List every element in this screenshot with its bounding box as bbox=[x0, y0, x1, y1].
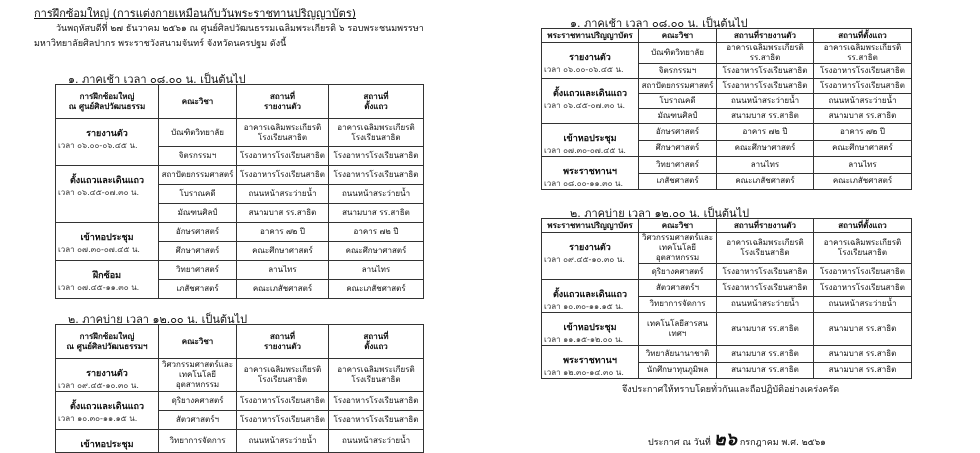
report-location-cell bbox=[717, 233, 814, 264]
line-up-location: คณะศึกษาศาสตร์ bbox=[345, 246, 407, 255]
faculty-cell bbox=[159, 280, 237, 299]
faculty-name: สัตวศาสตร์ฯ bbox=[175, 415, 219, 424]
report-location-cell bbox=[717, 296, 814, 313]
schedule-group-cell bbox=[542, 43, 639, 79]
schedule-group-title: รายงานตัว bbox=[86, 129, 128, 139]
header-label: คณะวิชา bbox=[181, 96, 214, 106]
announce-day-handwritten: ๒๖ bbox=[713, 429, 737, 450]
schedule-group-cell bbox=[542, 79, 639, 124]
line-up-location: คณะเภสัชศาสตร์ bbox=[346, 284, 406, 293]
schedule-group-time: เวลา ๐๖.๔๕-๐๗.๓๐ น. bbox=[544, 101, 626, 110]
report-location-cell bbox=[717, 43, 814, 64]
faculty-name: อักษรศาสตร์ bbox=[175, 227, 220, 236]
header-label: การฝึกซ้อมใหญ่ ณ ศูนย์ศิลปวัฒนธรรม bbox=[68, 91, 146, 111]
schedule-group-title: พระราชทานฯ bbox=[563, 356, 617, 366]
report-location-cell bbox=[717, 157, 814, 174]
line-up-location: โรงอาหารโรงเรียนสาธิต bbox=[820, 282, 905, 292]
line-up-location-cell bbox=[329, 430, 424, 453]
line-up-location: สนามบาส รร.สาธิต bbox=[828, 324, 897, 333]
report-location: โรงอาหารโรงเรียนสาธิต bbox=[240, 151, 325, 160]
schedule-group-cell bbox=[56, 392, 159, 430]
report-location: อาคารเฉลิมพระเกียรติ โรงเรียนสาธิต bbox=[243, 365, 322, 384]
report-location-cell bbox=[717, 109, 814, 124]
faculty-cell bbox=[159, 119, 237, 147]
line-up-location: สนามบาส รร.สาธิต bbox=[342, 208, 410, 217]
header-cell bbox=[542, 219, 639, 233]
schedule-group-time: เวลา ๑๑.๑๕-๑๒.๐๐ น. bbox=[544, 335, 624, 344]
schedule-group-cell bbox=[542, 233, 639, 280]
line-up-location: โรงอาหารโรงเรียนสาธิต bbox=[820, 81, 905, 90]
table-header-row bbox=[56, 325, 424, 359]
schedule-group-title: รายงานตัว bbox=[569, 243, 611, 253]
report-location: อาคาร ๗๒ ปี bbox=[260, 227, 305, 236]
schedule-group-time: เวลา ๐๗.๓๐-๐๗.๔๕ น. bbox=[544, 146, 626, 155]
header-cell bbox=[814, 29, 912, 43]
line-up-location-cell bbox=[329, 223, 424, 242]
table-row bbox=[542, 233, 912, 264]
faculty-cell bbox=[639, 157, 717, 174]
faculty-cell bbox=[639, 140, 717, 157]
line-up-location-cell bbox=[814, 173, 912, 190]
schedule-group-title: ตั้งแถวและเดินแถว bbox=[69, 402, 145, 412]
line-up-location-cell bbox=[329, 411, 424, 430]
line-up-location-cell bbox=[329, 204, 424, 223]
line-up-location-cell bbox=[814, 64, 912, 79]
report-location: โรงอาหารโรงเรียนสาธิต bbox=[722, 66, 808, 75]
table-row bbox=[56, 166, 424, 185]
schedule-group-time: เวลา ๐๙.๔๕-๑๐.๓๐ น. bbox=[544, 255, 625, 264]
header-label: สถานที่ตั้งแถว bbox=[838, 220, 887, 230]
line-up-location: โรงอาหารโรงเรียนสาธิต bbox=[820, 66, 905, 75]
schedule-group-time: เวลา ๐๖.๔๕-๐๗.๓๐ น. bbox=[58, 188, 140, 197]
line-up-location: ถนนหน้าสระว่ายน้ำ bbox=[341, 189, 411, 198]
report-location-cell bbox=[717, 362, 814, 379]
schedule-group-title: ตั้งแถวและเดินแถว bbox=[69, 176, 145, 186]
faculty-name: มัณฑนศิลป์ bbox=[657, 111, 698, 120]
table-row bbox=[56, 223, 424, 242]
report-location-cell bbox=[237, 411, 329, 430]
header-cell bbox=[329, 325, 424, 359]
schedule-group-time: เวลา ๐๗.๓๐-๐๗.๔๕ น. bbox=[58, 245, 140, 254]
schedule-group-title: เข้าหอประชุม bbox=[80, 233, 134, 243]
faculty-cell bbox=[639, 124, 717, 141]
header-label: พระราชทานปริญญาบัตร bbox=[547, 220, 633, 230]
intro-line-2: มหาวิทยาลัยศิลปากร พระราชวังสนามจันทร์ จังหวัดนครปฐม ดังนี้ bbox=[34, 39, 287, 49]
report-location: ถนนหน้าสระว่ายน้ำ bbox=[248, 436, 317, 445]
report-location: สนามบาส รร.สาธิต bbox=[731, 365, 799, 375]
schedule-group-time: เวลา ๐๖.๐๐-๐๖.๔๕ น. bbox=[58, 141, 138, 150]
report-location: ถนนหน้าสระว่ายน้ำ bbox=[248, 189, 317, 198]
right-morning-heading: ๑. ภาคเช้า เวลา ๐๘.๐๐ น. เป็นต้นไป bbox=[570, 17, 748, 30]
line-up-location: สนามบาส รร.สาธิต bbox=[828, 365, 897, 375]
schedule-group-time: เวลา ๐๘.๐๐-๑๑.๓๐ น. bbox=[544, 179, 624, 188]
report-location-cell bbox=[717, 264, 814, 280]
faculty-name: วิทยาลัยนานาชาติ bbox=[645, 348, 710, 358]
table-row bbox=[56, 392, 424, 411]
faculty-name: วิศวกรรมศาสตร์และ เทคโนโลยีอุตสาหกรรม bbox=[641, 233, 714, 262]
faculty-cell bbox=[639, 43, 717, 64]
table-header-row bbox=[542, 219, 912, 233]
report-location: อาคาร ๗๒ ปี bbox=[742, 126, 788, 136]
faculty-name: วิทยาศาสตร์ bbox=[176, 265, 219, 274]
report-location-cell bbox=[237, 430, 329, 453]
report-location-cell bbox=[237, 204, 329, 223]
report-location: โรงอาหารโรงเรียนสาธิต bbox=[240, 415, 325, 424]
schedule-group-title: เข้าหอประชุม bbox=[563, 134, 617, 144]
faculty-cell bbox=[159, 185, 237, 204]
faculty-name: จิตรกรรมฯ bbox=[658, 66, 697, 75]
line-up-location-cell bbox=[814, 264, 912, 280]
faculty-cell bbox=[639, 94, 717, 109]
closing-text: จึงประกาศให้ทราบโดยทั่วกันและถือปฏิบัติอย่างเคร่งครัด bbox=[622, 385, 840, 395]
line-up-location-cell bbox=[814, 362, 912, 379]
header-label: สถานที่ รายงานตัว bbox=[263, 331, 302, 351]
report-location-cell bbox=[717, 140, 814, 157]
faculty-name: โบราณคดี bbox=[179, 189, 216, 198]
faculty-name: วิทยาการจัดการ bbox=[649, 299, 706, 309]
faculty-name: ดุริยางคศาสตร์ bbox=[651, 266, 704, 276]
line-up-location: สนามบาส รร.สาธิต bbox=[828, 348, 897, 358]
line-up-location-cell bbox=[814, 124, 912, 141]
faculty-cell bbox=[639, 79, 717, 94]
report-location: สนามบาส รร.สาธิต bbox=[731, 348, 799, 358]
faculty-cell bbox=[639, 280, 717, 297]
left-morning-heading: ๑. ภาคเช้า เวลา ๐๘.๐๐ น. เป็นต้นไป bbox=[68, 73, 246, 86]
faculty-cell bbox=[639, 346, 717, 363]
schedule-group-time: เวลา ๑๒.๓๐-๑๔.๓๐ น. bbox=[544, 368, 624, 377]
line-up-location: ถนนหน้าสระว่ายน้ำ bbox=[341, 436, 411, 445]
report-location-cell bbox=[237, 185, 329, 204]
report-location: ลานไทร bbox=[750, 159, 780, 169]
report-location: โรงอาหารโรงเรียนสาธิต bbox=[722, 81, 808, 90]
header-cell bbox=[159, 325, 237, 359]
line-up-location: โรงอาหารโรงเรียนสาธิต bbox=[333, 415, 419, 424]
schedule-group-title: เข้าหอประชุม bbox=[80, 440, 134, 450]
faculty-cell bbox=[159, 261, 237, 280]
report-location: อาคารเฉลิมพระเกียรติ โรงเรียนสาธิต bbox=[726, 238, 804, 257]
table-row bbox=[56, 359, 424, 392]
schedule-group-title: พระราชทานฯ bbox=[563, 167, 617, 177]
faculty-name: อักษรศาสตร์ bbox=[655, 126, 700, 136]
header-label: สถานที่ ตั้งแถว bbox=[363, 331, 389, 351]
line-up-location-cell bbox=[329, 359, 424, 392]
faculty-cell bbox=[159, 242, 237, 261]
faculty-name: เภสัชศาสตร์ bbox=[656, 176, 699, 186]
schedule-group-title: เข้าหอประชุม bbox=[563, 323, 617, 333]
faculty-name: วิศวกรรมศาสตร์และ เทคโนโลยีอุตสาหกรรม bbox=[161, 360, 234, 389]
line-up-location: โรงอาหารโรงเรียนสาธิต bbox=[820, 266, 905, 276]
report-location: โรงอาหารโรงเรียนสาธิต bbox=[240, 170, 325, 179]
faculty-cell bbox=[639, 173, 717, 190]
line-up-location-cell bbox=[329, 147, 424, 166]
faculty-cell bbox=[159, 204, 237, 223]
header-cell bbox=[329, 85, 424, 119]
report-location-cell bbox=[237, 261, 329, 280]
header-label: คณะวิชา bbox=[661, 220, 694, 230]
header-cell bbox=[237, 85, 329, 119]
faculty-name: วิทยาการจัดการ bbox=[169, 436, 226, 445]
line-up-location: โรงอาหารโรงเรียนสาธิต bbox=[333, 396, 419, 405]
faculty-cell bbox=[159, 411, 237, 430]
report-location-cell bbox=[237, 280, 329, 299]
schedule-group-cell bbox=[56, 430, 159, 453]
schedule-group-time: เวลา ๐๗.๔๕-๑๑.๓๐ น. bbox=[58, 283, 140, 292]
faculty-cell bbox=[159, 223, 237, 242]
report-location: อาคารเฉลิมพระเกียรติ รร.สาธิต bbox=[726, 43, 804, 62]
line-up-location-cell bbox=[814, 109, 912, 124]
header-label: สถานที่ ตั้งแถว bbox=[363, 91, 389, 111]
schedule-group-cell bbox=[542, 313, 639, 346]
schedule-group-title: ตั้งแถวและเดินแถว bbox=[552, 89, 628, 99]
report-location-cell bbox=[237, 119, 329, 147]
faculty-name: มัณฑนศิลป์ bbox=[177, 208, 218, 217]
faculty-cell bbox=[639, 264, 717, 280]
faculty-name: นักศึกษาทุนภูมิพล bbox=[646, 365, 709, 375]
faculty-name: ศึกษาศาสตร์ bbox=[175, 246, 220, 255]
line-up-location-cell bbox=[814, 280, 912, 297]
table-row bbox=[542, 157, 912, 174]
right-afternoon-table bbox=[541, 218, 912, 379]
line-up-location: ลานไทร bbox=[361, 265, 391, 274]
schedule-group-time: เวลา ๐๖.๐๐-๐๖.๔๕ น. bbox=[544, 65, 624, 74]
line-up-location: สนามบาส รร.สาธิต bbox=[828, 111, 897, 120]
faculty-cell bbox=[159, 147, 237, 166]
header-cell bbox=[639, 29, 717, 43]
report-location-cell bbox=[717, 173, 814, 190]
line-up-location: อาคารเฉลิมพระเกียรติ โรงเรียนสาธิต bbox=[337, 122, 415, 142]
report-location-cell bbox=[237, 242, 329, 261]
line-up-location: อาคาร ๗๒ ปี bbox=[353, 227, 399, 236]
line-up-location-cell bbox=[814, 296, 912, 313]
table-header-row bbox=[542, 29, 912, 43]
header-label: การฝึกซ้อมใหญ่ ณ ศูนย์ศิลปวัฒนธรรมฯ bbox=[66, 331, 148, 351]
faculty-name: สัตวศาสตร์ฯ bbox=[655, 282, 699, 292]
line-up-location-cell bbox=[814, 346, 912, 363]
header-cell bbox=[159, 85, 237, 119]
report-location: คณะเภสัชศาสตร์ bbox=[252, 284, 313, 293]
schedule-group-title: ตั้งแถวและเดินแถว bbox=[552, 290, 628, 300]
line-up-location-cell bbox=[329, 166, 424, 185]
schedule-group-cell bbox=[56, 119, 159, 166]
report-location: สนามบาส รร.สาธิต bbox=[731, 324, 799, 333]
faculty-name: ดุริยางคศาสตร์ bbox=[171, 396, 224, 405]
report-location: คณะศึกษาศาสตร์ bbox=[252, 246, 313, 255]
header-cell bbox=[542, 29, 639, 43]
schedule-group-cell bbox=[542, 346, 639, 379]
line-up-location-cell bbox=[329, 242, 424, 261]
report-location: โรงอาหารโรงเรียนสาธิต bbox=[722, 266, 808, 276]
header-cell bbox=[56, 325, 159, 359]
schedule-group-title: ฝึกซ้อม bbox=[92, 271, 122, 281]
report-location: ลานไทร bbox=[268, 265, 297, 274]
schedule-group-title: รายงานตัว bbox=[569, 53, 611, 63]
schedule-group-cell bbox=[56, 223, 159, 261]
line-up-location: ลานไทร bbox=[848, 159, 877, 169]
report-location: คณะเภสัชศาสตร์ bbox=[735, 176, 795, 186]
header-label: สถานที่ตั้งแถว bbox=[838, 30, 887, 40]
schedule-group-cell bbox=[56, 359, 159, 392]
schedule-group-cell bbox=[56, 166, 159, 223]
faculty-name: เภสัชศาสตร์ bbox=[176, 284, 219, 293]
line-up-location-cell bbox=[814, 157, 912, 174]
report-location-cell bbox=[237, 359, 329, 392]
table-row bbox=[542, 79, 912, 94]
line-up-location-cell bbox=[329, 392, 424, 411]
faculty-cell bbox=[159, 359, 237, 392]
header-cell bbox=[717, 29, 814, 43]
left-morning-table bbox=[55, 84, 424, 299]
report-location: โรงอาหารโรงเรียนสาธิต bbox=[240, 396, 325, 405]
faculty-cell bbox=[159, 430, 237, 453]
report-location: คณะศึกษาศาสตร์ bbox=[734, 143, 796, 153]
header-label: สถานที่รายงานตัว bbox=[734, 30, 796, 40]
schedule-group-time: เวลา ๑๐.๓๐-๑๑.๑๕ น. bbox=[544, 302, 624, 311]
header-label: พระราชทานปริญญาบัตร bbox=[547, 30, 633, 40]
report-location-cell bbox=[717, 346, 814, 363]
report-location: สนามบาส รร.สาธิต bbox=[248, 208, 317, 217]
report-location-cell bbox=[237, 147, 329, 166]
table-row bbox=[56, 430, 424, 453]
faculty-cell bbox=[639, 296, 717, 313]
line-up-location: อาคารเฉลิมพระเกียรติ รร.สาธิต bbox=[823, 43, 902, 62]
line-up-location-cell bbox=[814, 79, 912, 94]
header-cell bbox=[717, 219, 814, 233]
table-row bbox=[542, 280, 912, 297]
right-afternoon-heading: ๒. ภาคบ่าย เวลา ๑๒.๐๐ น. เป็นต้นไป bbox=[570, 207, 750, 220]
faculty-cell bbox=[639, 313, 717, 346]
table-header-row bbox=[56, 85, 424, 119]
table-row bbox=[56, 261, 424, 280]
line-up-location: โรงอาหารโรงเรียนสาธิต bbox=[333, 151, 419, 160]
faculty-cell bbox=[639, 233, 717, 264]
faculty-name: สถาปัตยกรรมศาสตร์ bbox=[161, 170, 234, 179]
intro-line-1: วันพฤหัสบดีที่ ๒๗ ธันวาคม ๒๕๖๑ ณ ศูนย์ศิลปวัฒนธรรมเฉลิมพระเกียรติ ๖ รอบพระชนมพรรษา bbox=[56, 24, 424, 34]
header-cell bbox=[56, 85, 159, 119]
table-row bbox=[542, 124, 912, 141]
report-location: โรงอาหารโรงเรียนสาธิต bbox=[722, 282, 808, 292]
line-up-location: ถนนหน้าสระว่ายน้ำ bbox=[828, 299, 897, 309]
report-location: ถนนหน้าสระว่ายน้ำ bbox=[730, 299, 800, 309]
table-row bbox=[56, 119, 424, 147]
schedule-group-time: เวลา ๐๙.๔๕-๑๐.๓๐ น. bbox=[58, 381, 139, 390]
report-location-cell bbox=[237, 223, 329, 242]
header-label: สถานที่รายงานตัว bbox=[734, 220, 796, 230]
report-location: สนามบาส รร.สาธิต bbox=[731, 111, 799, 120]
faculty-name: วิทยาศาสตร์ bbox=[656, 159, 699, 169]
right-morning-table bbox=[541, 28, 912, 190]
line-up-location-cell bbox=[329, 185, 424, 204]
schedule-group-cell bbox=[56, 261, 159, 299]
report-location-cell bbox=[717, 313, 814, 346]
left-afternoon-heading: ๒. ภาคบ่าย เวลา ๑๒.๐๐ น. เป็นต้นไป bbox=[68, 313, 248, 326]
faculty-name: โบราณคดี bbox=[659, 96, 696, 105]
line-up-location-cell bbox=[814, 140, 912, 157]
faculty-name: เทคโนโลยีสารสนเทศฯ bbox=[646, 319, 709, 338]
announce-month-year: กรกฎาคม พ.ศ. ๒๕๖๑ bbox=[739, 438, 826, 448]
faculty-name: บัณฑิตวิทยาลัย bbox=[171, 127, 224, 137]
line-up-location: คณะเภสัชศาสตร์ bbox=[832, 176, 893, 186]
header-cell bbox=[237, 325, 329, 359]
line-up-location: โรงอาหารโรงเรียนสาธิต bbox=[333, 170, 419, 179]
faculty-name: ศึกษาศาสตร์ bbox=[655, 143, 700, 153]
header-cell bbox=[639, 219, 717, 233]
line-up-location-cell bbox=[814, 43, 912, 64]
report-location-cell bbox=[717, 64, 814, 79]
schedule-group-cell bbox=[542, 124, 639, 157]
report-location: ถนนหน้าสระว่ายน้ำ bbox=[730, 96, 800, 105]
report-location: อาคารเฉลิมพระเกียรติ โรงเรียนสาธิต bbox=[243, 122, 322, 142]
schedule-group-cell bbox=[542, 280, 639, 313]
schedule-group-title: รายงานตัว bbox=[86, 369, 128, 379]
line-up-location: อาคาร ๗๒ ปี bbox=[840, 126, 885, 136]
schedule-group-cell bbox=[542, 157, 639, 190]
report-location-cell bbox=[717, 280, 814, 297]
faculty-cell bbox=[639, 64, 717, 79]
table-row bbox=[542, 313, 912, 346]
announce-label: ประกาศ ณ วันที่ bbox=[648, 438, 711, 448]
faculty-cell bbox=[639, 362, 717, 379]
left-title: การฝึกซ้อมใหญ่ (การแต่งกายเหมือนกับวันพระราชทานปริญญาบัตร) bbox=[34, 7, 357, 20]
line-up-location-cell bbox=[329, 261, 424, 280]
line-up-location-cell bbox=[814, 313, 912, 346]
header-cell bbox=[814, 219, 912, 233]
header-label: สถานที่ รายงานตัว bbox=[263, 91, 302, 111]
report-location-cell bbox=[717, 79, 814, 94]
line-up-location: อาคารเฉลิมพระเกียรติ โรงเรียนสาธิต bbox=[823, 238, 902, 257]
report-location-cell bbox=[237, 166, 329, 185]
line-up-location: ถนนหน้าสระว่ายน้ำ bbox=[828, 96, 897, 105]
report-location-cell bbox=[717, 124, 814, 141]
faculty-cell bbox=[639, 109, 717, 124]
report-location-cell bbox=[237, 392, 329, 411]
left-afternoon-table bbox=[55, 324, 424, 453]
header-label: คณะวิชา bbox=[661, 30, 694, 40]
table-row bbox=[542, 43, 912, 64]
line-up-location: คณะศึกษาศาสตร์ bbox=[832, 143, 893, 153]
line-up-location-cell bbox=[814, 94, 912, 109]
faculty-cell bbox=[159, 166, 237, 185]
line-up-location-cell bbox=[814, 233, 912, 264]
schedule-group-time: เวลา ๑๐.๓๐-๑๑.๑๕ น. bbox=[58, 414, 138, 423]
table-row bbox=[542, 346, 912, 363]
faculty-cell bbox=[159, 392, 237, 411]
announcement-date bbox=[648, 424, 826, 453]
faculty-name: จิตรกรรมฯ bbox=[178, 151, 217, 160]
line-up-location-cell bbox=[329, 119, 424, 147]
report-location-cell bbox=[717, 94, 814, 109]
faculty-name: บัณฑิตวิทยาลัย bbox=[651, 48, 704, 57]
faculty-name: สถาปัตยกรรมศาสตร์ bbox=[641, 81, 714, 90]
line-up-location-cell bbox=[329, 280, 424, 299]
header-label: คณะวิชา bbox=[181, 336, 214, 346]
line-up-location: อาคารเฉลิมพระเกียรติ โรงเรียนสาธิต bbox=[337, 365, 415, 384]
